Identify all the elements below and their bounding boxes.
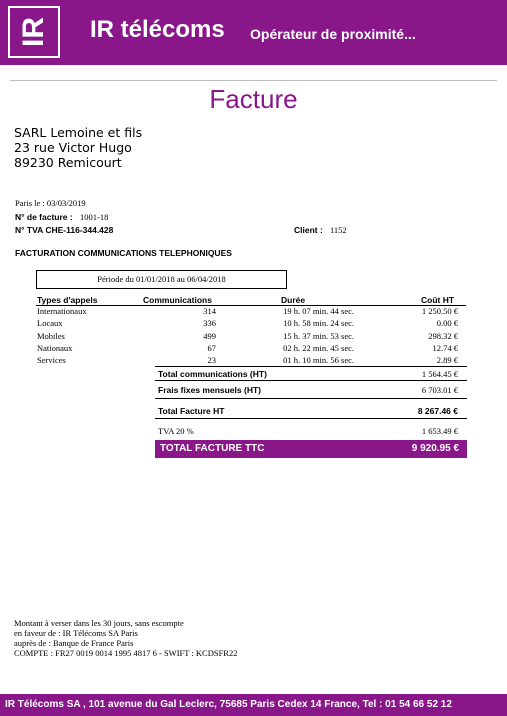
brand-name: IR télécoms [90, 16, 225, 43]
customer-street: 23 rue Victor Hugo [14, 140, 132, 155]
row-duration: 10 h. 58 min. 24 sec. [283, 318, 354, 328]
total-ttc-bar [155, 440, 467, 458]
row-count: 23 [207, 355, 216, 365]
payment-terms: Montant à verser dans les 30 jours, sans escompte [14, 618, 184, 628]
vat-number: N° TVA CHE-116-344.428 [15, 225, 114, 235]
row-type: Locaux [37, 318, 63, 328]
row-cost: 12.74 € [432, 343, 458, 353]
header-divider [10, 80, 497, 81]
row-count: 499 [203, 331, 216, 341]
billing-period: Période du 01/01/2018 au 06/04/2018 [97, 274, 226, 284]
payment-bank: auprès de : Banque de France Paris [14, 638, 134, 648]
row-cost: 0.00 € [436, 318, 458, 328]
total-ttc-value: 9 920.95 € [411, 443, 459, 454]
footer-address: IR Télécoms SA , 101 avenue du Gal Leclerc, 75685 Paris Cedex 14 France, Tel : 01 54 66 52 12 [5, 699, 452, 710]
total-ttc-label: TOTAL FACTURE TTC [160, 443, 265, 454]
total-ht-label: Total Facture HT [158, 406, 225, 416]
row-type: Nationaux [37, 343, 73, 353]
customer-city: 89230 Remicourt [14, 155, 122, 170]
monthly-fees-label: Frais fixes mensuels (HT) [158, 385, 261, 395]
total-communications-label: Total communications (HT) [158, 369, 267, 379]
row-count: 67 [207, 343, 216, 353]
client-number: 1152 [330, 225, 347, 235]
rows-bottom-rule [155, 366, 467, 367]
col-header-type: Types d'appels [37, 295, 98, 305]
row-type: Internationaux [37, 306, 87, 316]
col-header-communications: Communications [143, 295, 212, 305]
payment-beneficiary: en faveur de : IR Télécoms SA Paris [14, 628, 138, 638]
totals-rule-3 [155, 418, 467, 419]
invoice-number-label: N° de facture : [15, 212, 73, 222]
place-date: Paris le : 03/03/2019 [15, 198, 86, 208]
table-row-3 [0, 343, 507, 355]
row-cost: 298.32 € [428, 331, 458, 341]
section-title: FACTURATION COMMUNICATIONS TELEPHONIQUES [15, 248, 232, 258]
col-header-cost: Coût HT [421, 295, 455, 305]
company-logo [8, 6, 60, 58]
row-count: 314 [203, 306, 216, 316]
header-bar [0, 0, 507, 65]
total-ht-value: 8 267.46 € [417, 406, 458, 416]
vat-value: 1 653.49 € [421, 426, 458, 436]
row-cost: 1 250.50 € [421, 306, 458, 316]
row-type: Services [37, 355, 66, 365]
totals-rule-1 [155, 380, 467, 381]
total-communications-value: 1 564.45 € [421, 369, 458, 379]
row-duration: 01 h. 10 min. 56 sec. [283, 355, 354, 365]
billing-period-box [36, 270, 287, 289]
client-label: Client : [294, 225, 323, 235]
document-title: Facture [209, 84, 298, 114]
invoice-number: 1001-18 [80, 212, 109, 222]
row-type: Mobiles [37, 331, 65, 341]
payment-account: COMPTE : FR27 0019 0014 1995 4817 6 - SWIFT : KCDSFR22 [14, 648, 238, 658]
row-duration: 15 h. 37 min. 53 sec. [283, 331, 354, 341]
footer-bar [0, 694, 507, 716]
vat-label: TVA 20 % [158, 426, 194, 436]
col-header-duration: Durée [281, 295, 306, 305]
row-duration: 02 h. 22 min. 45 sec. [283, 343, 354, 353]
table-row-2 [0, 331, 507, 343]
table-row-1 [0, 318, 507, 330]
brand-tagline: Opérateur de proximité... [250, 26, 416, 42]
monthly-fees-value: 6 703.01 € [421, 385, 458, 395]
row-count: 336 [203, 318, 216, 328]
customer-name: SARL Lemoine et fils [14, 125, 143, 140]
logo-text: IR [17, 17, 50, 47]
row-duration: 19 h. 07 min. 44 sec. [283, 306, 354, 316]
totals-rule-2 [155, 398, 467, 399]
row-cost: 2.89 € [436, 355, 458, 365]
